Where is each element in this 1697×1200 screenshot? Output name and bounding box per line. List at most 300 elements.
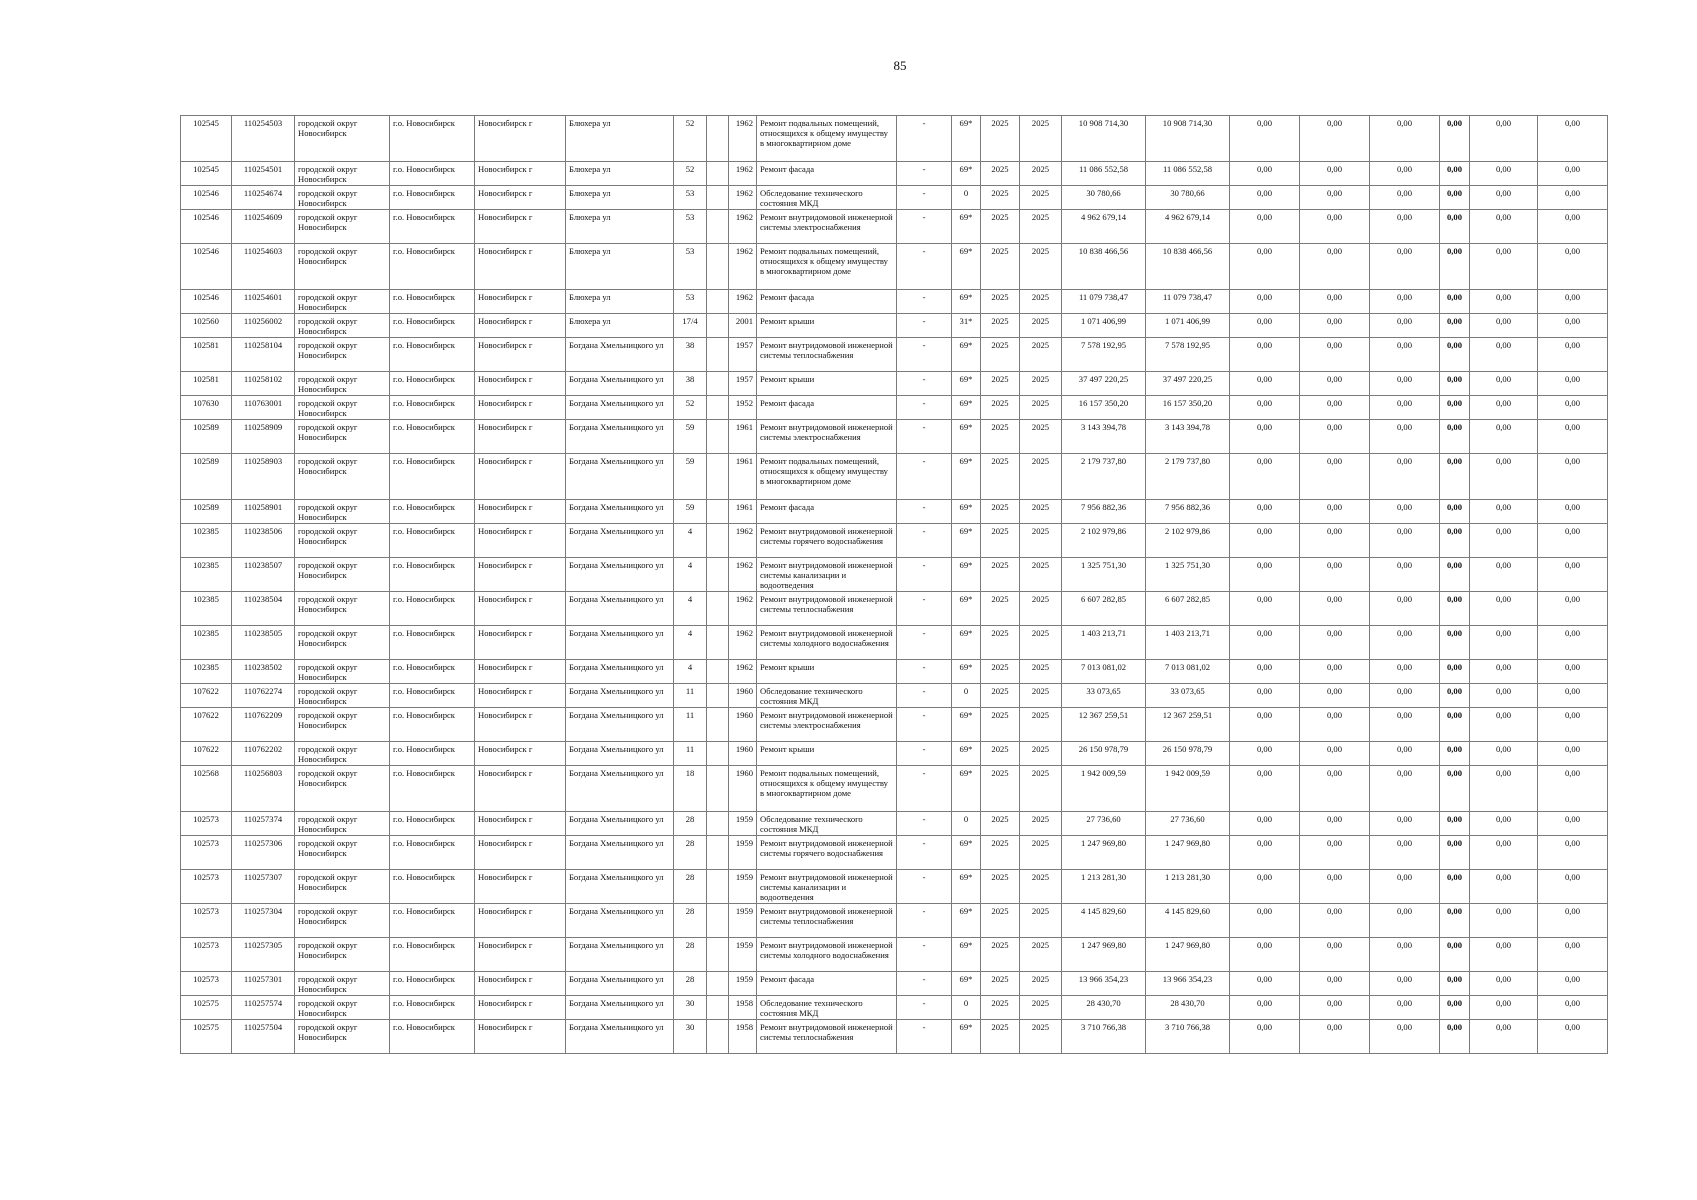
cell-owners-funds: 0,00 (1440, 938, 1470, 972)
cell-street: Богдана Хмельницкого ул (566, 372, 674, 396)
cell-budget-regional: 0,00 (1300, 244, 1370, 290)
cell-house-number: 30 (674, 1020, 707, 1054)
cell-total-cost: 4 962 679,14 (1062, 210, 1146, 244)
cell-work-id: 110254603 (232, 244, 295, 290)
cell-house-number: 4 (674, 660, 707, 684)
cell-work-id: 110238505 (232, 626, 295, 660)
cell-locality: Новосибирск г (475, 996, 566, 1020)
cell-municipality: г.о. Новосибирск (390, 938, 475, 972)
cell-total-cost: 10 838 466,56 (1062, 244, 1146, 290)
cell-district: городской округ Новосибирск (295, 244, 390, 290)
cell-street: Богдана Хмельницкого ул (566, 500, 674, 524)
cell-budget-federal: 0,00 (1230, 396, 1300, 420)
cell-total-cost: 13 966 354,23 (1062, 972, 1146, 996)
cell-work-type: Ремонт фасада (757, 500, 897, 524)
cell-fund-cost: 1 247 969,80 (1146, 836, 1230, 870)
cell-stage: - (897, 766, 952, 812)
cell-year-built: 1960 (729, 766, 757, 812)
cell-street: Блюхера ул (566, 116, 674, 162)
cell-fund-cost: 4 145 829,60 (1146, 904, 1230, 938)
cell-year-built: 2001 (729, 314, 757, 338)
cell-work-id: 110763001 (232, 396, 295, 420)
cell-plan-year-start: 2025 (981, 524, 1020, 558)
cell-year-built: 1960 (729, 684, 757, 708)
cell-house-id: 102545 (181, 162, 232, 186)
cell-house-id: 102589 (181, 454, 232, 500)
cell-year-built: 1960 (729, 708, 757, 742)
cell-work-type: Ремонт внутридомовой инженерной системы теплоснабжения (757, 904, 897, 938)
cell-wear: 69* (952, 938, 981, 972)
cell-work-id: 110258104 (232, 338, 295, 372)
cell-building (707, 766, 729, 812)
cell-plan-year-end: 2025 (1020, 338, 1062, 372)
cell-work-id: 110762202 (232, 742, 295, 766)
cell-fund-cost: 4 962 679,14 (1146, 210, 1230, 244)
cell-district: городской округ Новосибирск (295, 1020, 390, 1054)
cell-budget-federal: 0,00 (1230, 372, 1300, 396)
cell-budget-regional: 0,00 (1300, 812, 1370, 836)
cell-reserve: 0,00 (1538, 938, 1608, 972)
cell-street: Богдана Хмельницкого ул (566, 454, 674, 500)
cell-municipality: г.о. Новосибирск (390, 210, 475, 244)
cell-budget-regional: 0,00 (1300, 420, 1370, 454)
cell-work-type: Ремонт крыши (757, 660, 897, 684)
cell-locality: Новосибирск г (475, 1020, 566, 1054)
cell-fund-cost: 7 578 192,95 (1146, 338, 1230, 372)
cell-locality: Новосибирск г (475, 708, 566, 742)
table-row (181, 500, 1608, 524)
cell-municipality: г.о. Новосибирск (390, 1020, 475, 1054)
cell-year-built: 1962 (729, 660, 757, 684)
cell-fund-cost: 3 710 766,38 (1146, 1020, 1230, 1054)
cell-wear: 69* (952, 162, 981, 186)
cell-fund-cost: 10 838 466,56 (1146, 244, 1230, 290)
cell-budget-regional: 0,00 (1300, 904, 1370, 938)
cell-work-type: Ремонт внутридомовой инженерной системы электроснабжения (757, 420, 897, 454)
cell-work-type: Ремонт внутридомовой инженерной системы холодного водоснабжения (757, 938, 897, 972)
cell-work-id: 110258903 (232, 454, 295, 500)
cell-locality: Новосибирск г (475, 186, 566, 210)
cell-plan-year-end: 2025 (1020, 708, 1062, 742)
cell-plan-year-end: 2025 (1020, 766, 1062, 812)
cell-budget-federal: 0,00 (1230, 836, 1300, 870)
cell-district: городской округ Новосибирск (295, 904, 390, 938)
cell-plan-year-end: 2025 (1020, 592, 1062, 626)
table-row (181, 420, 1608, 454)
cell-owners-funds: 0,00 (1440, 372, 1470, 396)
cell-stage: - (897, 684, 952, 708)
table-row (181, 836, 1608, 870)
cell-owners-funds: 0,00 (1440, 420, 1470, 454)
cell-house-number: 59 (674, 500, 707, 524)
table-row (181, 904, 1608, 938)
cell-house-id: 107622 (181, 684, 232, 708)
cell-fund-cost: 26 150 978,79 (1146, 742, 1230, 766)
cell-total-cost: 26 150 978,79 (1062, 742, 1146, 766)
cell-work-id: 110254601 (232, 290, 295, 314)
cell-district: городской округ Новосибирск (295, 812, 390, 836)
cell-budget-federal: 0,00 (1230, 524, 1300, 558)
cell-municipality: г.о. Новосибирск (390, 314, 475, 338)
cell-budget-local: 0,00 (1370, 870, 1440, 904)
cell-plan-year-start: 2025 (981, 836, 1020, 870)
cell-year-built: 1960 (729, 742, 757, 766)
cell-reserve: 0,00 (1538, 626, 1608, 660)
cell-house-id: 102573 (181, 870, 232, 904)
cell-street: Богдана Хмельницкого ул (566, 684, 674, 708)
cell-building (707, 812, 729, 836)
cell-work-id: 110256002 (232, 314, 295, 338)
cell-building (707, 290, 729, 314)
cell-budget-local: 0,00 (1370, 500, 1440, 524)
table-row (181, 870, 1608, 904)
cell-stage: - (897, 338, 952, 372)
cell-budget-federal: 0,00 (1230, 338, 1300, 372)
cell-budget-local: 0,00 (1370, 244, 1440, 290)
cell-owners-funds: 0,00 (1440, 904, 1470, 938)
cell-fund-cost: 11 086 552,58 (1146, 162, 1230, 186)
cell-wear: 0 (952, 684, 981, 708)
cell-wear: 69* (952, 766, 981, 812)
cell-plan-year-start: 2025 (981, 766, 1020, 812)
cell-stage: - (897, 420, 952, 454)
cell-budget-local: 0,00 (1370, 836, 1440, 870)
cell-other-funds: 0,00 (1470, 904, 1538, 938)
cell-street: Богдана Хмельницкого ул (566, 938, 674, 972)
cell-house-id: 102575 (181, 996, 232, 1020)
cell-district: городской округ Новосибирск (295, 626, 390, 660)
cell-work-type: Ремонт крыши (757, 372, 897, 396)
cell-house-number: 59 (674, 420, 707, 454)
cell-reserve: 0,00 (1538, 972, 1608, 996)
cell-wear: 69* (952, 420, 981, 454)
cell-stage: - (897, 1020, 952, 1054)
cell-house-number: 11 (674, 742, 707, 766)
cell-budget-regional: 0,00 (1300, 766, 1370, 812)
cell-work-type: Ремонт внутридомовой инженерной системы горячего водоснабжения (757, 836, 897, 870)
cell-wear: 69* (952, 524, 981, 558)
table-row (181, 314, 1608, 338)
cell-locality: Новосибирск г (475, 314, 566, 338)
cell-reserve: 0,00 (1538, 396, 1608, 420)
cell-year-built: 1959 (729, 870, 757, 904)
cell-plan-year-start: 2025 (981, 420, 1020, 454)
cell-house-id: 107622 (181, 742, 232, 766)
cell-owners-funds: 0,00 (1440, 314, 1470, 338)
cell-municipality: г.о. Новосибирск (390, 626, 475, 660)
cell-plan-year-start: 2025 (981, 210, 1020, 244)
cell-plan-year-end: 2025 (1020, 558, 1062, 592)
cell-stage: - (897, 972, 952, 996)
table-row (181, 162, 1608, 186)
cell-owners-funds: 0,00 (1440, 524, 1470, 558)
cell-house-number: 4 (674, 524, 707, 558)
cell-budget-federal: 0,00 (1230, 742, 1300, 766)
cell-wear: 69* (952, 592, 981, 626)
cell-work-id: 110238506 (232, 524, 295, 558)
cell-other-funds: 0,00 (1470, 290, 1538, 314)
cell-street: Богдана Хмельницкого ул (566, 626, 674, 660)
cell-stage: - (897, 938, 952, 972)
cell-municipality: г.о. Новосибирск (390, 996, 475, 1020)
cell-municipality: г.о. Новосибирск (390, 244, 475, 290)
cell-total-cost: 28 430,70 (1062, 996, 1146, 1020)
cell-house-id: 102573 (181, 938, 232, 972)
cell-year-built: 1961 (729, 420, 757, 454)
cell-stage: - (897, 186, 952, 210)
cell-budget-regional: 0,00 (1300, 836, 1370, 870)
cell-locality: Новосибирск г (475, 870, 566, 904)
cell-budget-local: 0,00 (1370, 938, 1440, 972)
cell-municipality: г.о. Новосибирск (390, 454, 475, 500)
cell-budget-local: 0,00 (1370, 396, 1440, 420)
cell-total-cost: 11 079 738,47 (1062, 290, 1146, 314)
cell-budget-federal: 0,00 (1230, 500, 1300, 524)
cell-fund-cost: 10 908 714,30 (1146, 116, 1230, 162)
cell-wear: 69* (952, 836, 981, 870)
cell-budget-local: 0,00 (1370, 290, 1440, 314)
cell-work-id: 110258909 (232, 420, 295, 454)
cell-other-funds: 0,00 (1470, 524, 1538, 558)
cell-house-id: 107622 (181, 708, 232, 742)
cell-house-number: 4 (674, 558, 707, 592)
cell-plan-year-start: 2025 (981, 290, 1020, 314)
cell-owners-funds: 0,00 (1440, 396, 1470, 420)
cell-owners-funds: 0,00 (1440, 1020, 1470, 1054)
cell-locality: Новосибирск г (475, 972, 566, 996)
cell-house-id: 102573 (181, 836, 232, 870)
cell-house-number: 17/4 (674, 314, 707, 338)
cell-other-funds: 0,00 (1470, 592, 1538, 626)
cell-owners-funds: 0,00 (1440, 558, 1470, 592)
cell-building (707, 372, 729, 396)
cell-municipality: г.о. Новосибирск (390, 660, 475, 684)
cell-fund-cost: 2 102 979,86 (1146, 524, 1230, 558)
cell-reserve: 0,00 (1538, 592, 1608, 626)
cell-total-cost: 7 578 192,95 (1062, 338, 1146, 372)
cell-work-type: Обследование технического состояния МКД (757, 186, 897, 210)
cell-wear: 69* (952, 708, 981, 742)
cell-owners-funds: 0,00 (1440, 812, 1470, 836)
cell-building (707, 420, 729, 454)
cell-plan-year-end: 2025 (1020, 938, 1062, 972)
cell-plan-year-end: 2025 (1020, 454, 1062, 500)
cell-owners-funds: 0,00 (1440, 626, 1470, 660)
cell-other-funds: 0,00 (1470, 116, 1538, 162)
cell-locality: Новосибирск г (475, 420, 566, 454)
cell-budget-local: 0,00 (1370, 626, 1440, 660)
cell-total-cost: 1 213 281,30 (1062, 870, 1146, 904)
cell-plan-year-start: 2025 (981, 500, 1020, 524)
cell-building (707, 592, 729, 626)
cell-budget-local: 0,00 (1370, 314, 1440, 338)
table-row (181, 1020, 1608, 1054)
cell-stage: - (897, 244, 952, 290)
cell-reserve: 0,00 (1538, 162, 1608, 186)
cell-plan-year-end: 2025 (1020, 116, 1062, 162)
cell-fund-cost: 13 966 354,23 (1146, 972, 1230, 996)
cell-total-cost: 2 179 737,80 (1062, 454, 1146, 500)
cell-plan-year-start: 2025 (981, 684, 1020, 708)
cell-budget-local: 0,00 (1370, 210, 1440, 244)
cell-house-id: 102589 (181, 500, 232, 524)
cell-house-id: 102546 (181, 210, 232, 244)
cell-fund-cost: 7 013 081,02 (1146, 660, 1230, 684)
cell-budget-federal: 0,00 (1230, 626, 1300, 660)
cell-locality: Новосибирск г (475, 684, 566, 708)
cell-district: городской округ Новосибирск (295, 938, 390, 972)
cell-street: Богдана Хмельницкого ул (566, 1020, 674, 1054)
cell-district: городской округ Новосибирск (295, 420, 390, 454)
cell-budget-local: 0,00 (1370, 338, 1440, 372)
cell-fund-cost: 1 213 281,30 (1146, 870, 1230, 904)
cell-plan-year-end: 2025 (1020, 836, 1062, 870)
cell-municipality: г.о. Новосибирск (390, 162, 475, 186)
cell-budget-local: 0,00 (1370, 684, 1440, 708)
cell-building (707, 870, 729, 904)
cell-other-funds: 0,00 (1470, 372, 1538, 396)
cell-reserve: 0,00 (1538, 558, 1608, 592)
cell-budget-federal: 0,00 (1230, 290, 1300, 314)
cell-fund-cost: 6 607 282,85 (1146, 592, 1230, 626)
cell-house-id: 102560 (181, 314, 232, 338)
cell-other-funds: 0,00 (1470, 396, 1538, 420)
cell-work-type: Ремонт внутридомовой инженерной системы электроснабжения (757, 210, 897, 244)
cell-locality: Новосибирск г (475, 500, 566, 524)
cell-stage: - (897, 870, 952, 904)
cell-work-id: 110257504 (232, 1020, 295, 1054)
cell-other-funds: 0,00 (1470, 314, 1538, 338)
cell-municipality: г.о. Новосибирск (390, 186, 475, 210)
cell-budget-regional: 0,00 (1300, 684, 1370, 708)
cell-plan-year-start: 2025 (981, 708, 1020, 742)
cell-total-cost: 1 403 213,71 (1062, 626, 1146, 660)
cell-building (707, 972, 729, 996)
cell-budget-federal: 0,00 (1230, 186, 1300, 210)
cell-building (707, 338, 729, 372)
cell-budget-federal: 0,00 (1230, 684, 1300, 708)
cell-plan-year-end: 2025 (1020, 870, 1062, 904)
cell-total-cost: 3 710 766,38 (1062, 1020, 1146, 1054)
cell-municipality: г.о. Новосибирск (390, 708, 475, 742)
cell-budget-regional: 0,00 (1300, 314, 1370, 338)
cell-budget-local: 0,00 (1370, 454, 1440, 500)
cell-house-number: 52 (674, 162, 707, 186)
cell-district: городской округ Новосибирск (295, 396, 390, 420)
cell-building (707, 314, 729, 338)
cell-work-type: Ремонт внутридомовой инженерной системы электроснабжения (757, 708, 897, 742)
cell-street: Богдана Хмельницкого ул (566, 660, 674, 684)
cell-budget-regional: 0,00 (1300, 870, 1370, 904)
cell-municipality: г.о. Новосибирск (390, 766, 475, 812)
cell-plan-year-start: 2025 (981, 1020, 1020, 1054)
cell-work-type: Ремонт внутридомовой инженерной системы канализации и водоотведения (757, 870, 897, 904)
cell-total-cost: 4 145 829,60 (1062, 904, 1146, 938)
cell-stage: - (897, 162, 952, 186)
cell-street: Богдана Хмельницкого ул (566, 592, 674, 626)
table-row (181, 454, 1608, 500)
cell-house-id: 102573 (181, 904, 232, 938)
cell-building (707, 626, 729, 660)
cell-house-number: 38 (674, 372, 707, 396)
cell-district: городской округ Новосибирск (295, 972, 390, 996)
cell-wear: 69* (952, 1020, 981, 1054)
cell-year-built: 1952 (729, 396, 757, 420)
cell-reserve: 0,00 (1538, 338, 1608, 372)
cell-building (707, 210, 729, 244)
cell-budget-local: 0,00 (1370, 660, 1440, 684)
cell-locality: Новосибирск г (475, 904, 566, 938)
cell-reserve: 0,00 (1538, 660, 1608, 684)
cell-budget-local: 0,00 (1370, 162, 1440, 186)
cell-building (707, 1020, 729, 1054)
cell-reserve: 0,00 (1538, 420, 1608, 454)
table-row (181, 592, 1608, 626)
cell-house-number: 28 (674, 972, 707, 996)
cell-wear: 69* (952, 660, 981, 684)
cell-plan-year-start: 2025 (981, 972, 1020, 996)
cell-house-number: 4 (674, 592, 707, 626)
cell-year-built: 1959 (729, 904, 757, 938)
cell-municipality: г.о. Новосибирск (390, 524, 475, 558)
cell-wear: 31* (952, 314, 981, 338)
cell-budget-regional: 0,00 (1300, 162, 1370, 186)
cell-budget-local: 0,00 (1370, 742, 1440, 766)
cell-wear: 0 (952, 996, 981, 1020)
table-row (181, 338, 1608, 372)
cell-wear: 0 (952, 186, 981, 210)
cell-budget-federal: 0,00 (1230, 938, 1300, 972)
cell-house-number: 30 (674, 996, 707, 1020)
page-number: 85 (893, 58, 907, 73)
cell-municipality: г.о. Новосибирск (390, 836, 475, 870)
cell-budget-regional: 0,00 (1300, 592, 1370, 626)
cell-stage: - (897, 210, 952, 244)
cell-work-id: 110762274 (232, 684, 295, 708)
cell-year-built: 1962 (729, 592, 757, 626)
cell-wear: 69* (952, 626, 981, 660)
cell-district: городской округ Новосибирск (295, 996, 390, 1020)
cell-street: Богдана Хмельницкого ул (566, 396, 674, 420)
cell-building (707, 684, 729, 708)
cell-other-funds: 0,00 (1470, 938, 1538, 972)
cell-plan-year-end: 2025 (1020, 314, 1062, 338)
cell-budget-local: 0,00 (1370, 186, 1440, 210)
cell-house-number: 28 (674, 870, 707, 904)
cell-other-funds: 0,00 (1470, 1020, 1538, 1054)
cell-budget-regional: 0,00 (1300, 396, 1370, 420)
cell-building (707, 396, 729, 420)
cell-owners-funds: 0,00 (1440, 244, 1470, 290)
cell-stage: - (897, 836, 952, 870)
cell-plan-year-end: 2025 (1020, 244, 1062, 290)
cell-work-id: 110257374 (232, 812, 295, 836)
cell-wear: 69* (952, 742, 981, 766)
cell-budget-regional: 0,00 (1300, 372, 1370, 396)
cell-street: Богдана Хмельницкого ул (566, 972, 674, 996)
cell-plan-year-end: 2025 (1020, 210, 1062, 244)
cell-house-number: 53 (674, 290, 707, 314)
cell-total-cost: 16 157 350,20 (1062, 396, 1146, 420)
cell-house-id: 102575 (181, 1020, 232, 1054)
cell-house-number: 59 (674, 454, 707, 500)
cell-fund-cost: 12 367 259,51 (1146, 708, 1230, 742)
cell-street: Блюхера ул (566, 210, 674, 244)
table-row (181, 938, 1608, 972)
cell-work-id: 110258102 (232, 372, 295, 396)
cell-plan-year-start: 2025 (981, 742, 1020, 766)
cell-work-id: 110257307 (232, 870, 295, 904)
